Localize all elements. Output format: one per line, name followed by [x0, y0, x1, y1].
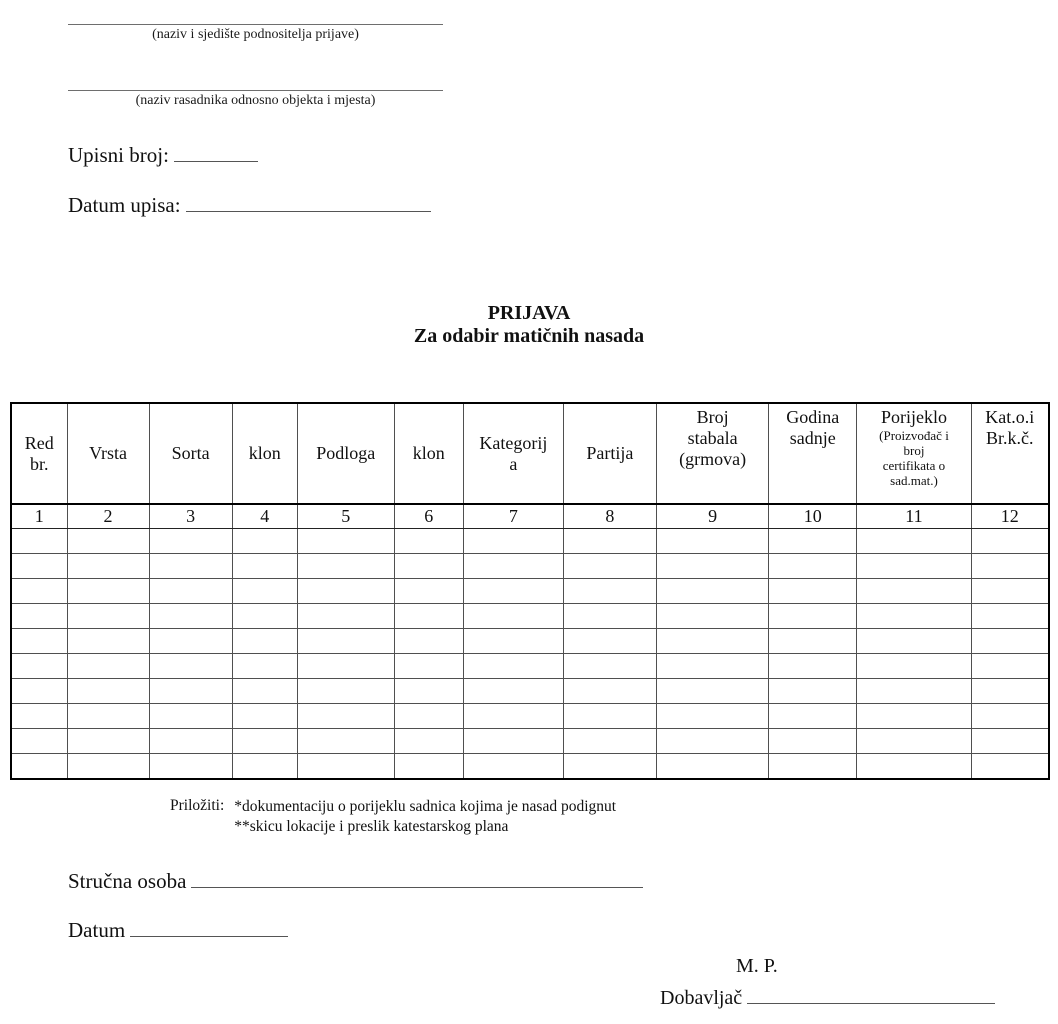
empty-cell: [297, 729, 394, 754]
empty-cell: [657, 579, 769, 604]
empty-cell: [464, 529, 564, 554]
attachment-item: **skicu lokacije i preslik katestarskog plana: [234, 818, 509, 835]
empty-cell: [149, 654, 232, 679]
empty-cell: [657, 604, 769, 629]
empty-cell: [394, 754, 464, 780]
table-header-row: [11, 403, 1049, 504]
empty-cell: [464, 729, 564, 754]
supplier-field: [660, 983, 995, 1010]
empty-cell: [149, 729, 232, 754]
attachment-item: *dokumentaciju o porijeklu sadnica kojima je nasad podignut: [234, 798, 617, 815]
empty-cell: [971, 704, 1049, 729]
table-row: [11, 579, 1049, 604]
empty-cell: [769, 604, 857, 629]
empty-cell: [11, 554, 67, 579]
column-header-line: sadnje: [789, 428, 836, 448]
empty-cell: [971, 754, 1049, 780]
expert-person-label: Stručna osoba: [68, 869, 187, 893]
empty-cell: [149, 704, 232, 729]
empty-cell: [297, 754, 394, 780]
applicant-name-field: [68, 4, 443, 43]
empty-cell: [394, 604, 464, 629]
empty-cell: [67, 529, 149, 554]
empty-cell: [464, 704, 564, 729]
empty-cell: [857, 554, 971, 579]
form-subtitle: Za odabir matičnih nasada: [413, 325, 645, 347]
empty-cell: [657, 654, 769, 679]
column-header-line: klon: [412, 443, 445, 463]
column-header-4: [232, 403, 297, 504]
column-header-line: Vrsta: [89, 443, 127, 463]
empty-cell: [769, 654, 857, 679]
empty-cell: [394, 654, 464, 679]
column-number-cell: 9: [657, 504, 769, 529]
empty-cell: [857, 729, 971, 754]
empty-cell: [769, 704, 857, 729]
nursery-name-field: [68, 70, 443, 109]
empty-cell: [657, 529, 769, 554]
empty-cell: [11, 679, 67, 704]
empty-cell: [232, 679, 297, 704]
empty-cell: [563, 729, 656, 754]
empty-cell: [769, 629, 857, 654]
registration-date-blank-line: [186, 190, 431, 212]
column-number-cell: 11: [857, 504, 971, 529]
empty-cell: [769, 579, 857, 604]
empty-cell: [11, 579, 67, 604]
table-row: [11, 679, 1049, 704]
empty-cell: [971, 529, 1049, 554]
empty-cell: [149, 679, 232, 704]
empty-cell: [971, 729, 1049, 754]
column-header-8: [563, 403, 656, 504]
registration-date-label: Datum upisa:: [68, 193, 181, 217]
empty-cell: [394, 529, 464, 554]
table-row: [11, 704, 1049, 729]
empty-cell: [857, 629, 971, 654]
empty-cell: [297, 679, 394, 704]
registration-number-field: [68, 140, 258, 168]
empty-cell: [297, 554, 394, 579]
column-header-3: [149, 403, 232, 504]
column-header-subline: (Proizvođač i: [879, 428, 949, 443]
column-header-line: Red: [24, 432, 54, 453]
empty-cell: [67, 579, 149, 604]
empty-cell: [857, 704, 971, 729]
empty-cell: [563, 604, 656, 629]
empty-cell: [769, 729, 857, 754]
empty-cell: [11, 604, 67, 629]
column-header-subline: broj: [903, 443, 925, 458]
table-row: [11, 604, 1049, 629]
empty-cell: [297, 629, 394, 654]
column-header-subline: sad.mat.): [890, 473, 938, 488]
form-title-block: [0, 302, 1058, 348]
column-header-line: Br.k.č.: [986, 428, 1034, 448]
column-header-line: Sorta: [171, 443, 210, 463]
empty-cell: [769, 754, 857, 780]
empty-cell: [394, 704, 464, 729]
empty-cell: [67, 679, 149, 704]
empty-cell: [232, 729, 297, 754]
empty-cell: [563, 554, 656, 579]
empty-cell: [297, 579, 394, 604]
column-header-line: Kategorij: [479, 432, 548, 453]
column-number-cell: 5: [297, 504, 394, 529]
empty-cell: [394, 554, 464, 579]
column-number-cell: 6: [394, 504, 464, 529]
empty-cell: [971, 604, 1049, 629]
empty-cell: [857, 679, 971, 704]
applicant-name-caption: (naziv i sjedište podnositelja prijave): [152, 27, 359, 42]
empty-cell: [857, 604, 971, 629]
column-header-line: klon: [248, 443, 281, 463]
empty-cell: [232, 754, 297, 780]
empty-cell: [11, 754, 67, 780]
supplier-label: Dobavljač: [660, 987, 743, 1009]
empty-cell: [971, 554, 1049, 579]
empty-cell: [67, 704, 149, 729]
table-wrapper: [10, 402, 1050, 780]
empty-cell: [297, 604, 394, 629]
empty-cell: [563, 704, 656, 729]
column-header-2: [67, 403, 149, 504]
attachments-label: Priložiti:: [170, 797, 225, 814]
empty-cell: [149, 754, 232, 780]
empty-cell: [394, 729, 464, 754]
empty-cell: [149, 629, 232, 654]
column-header-line: Godina: [786, 407, 840, 427]
column-header-7: [464, 403, 564, 504]
empty-cell: [67, 604, 149, 629]
empty-cell: [563, 654, 656, 679]
empty-cell: [563, 629, 656, 654]
expert-person-field: [68, 866, 643, 894]
empty-cell: [297, 704, 394, 729]
column-number-cell: 7: [464, 504, 564, 529]
empty-cell: [297, 529, 394, 554]
empty-cell: [857, 654, 971, 679]
empty-cell: [232, 629, 297, 654]
column-number-cell: 1: [11, 504, 67, 529]
maticni-nasadi-table: [10, 402, 1050, 780]
stamp-placeholder: M. P.: [736, 955, 778, 977]
expert-person-blank-line: [191, 866, 643, 888]
column-number-cell: 2: [67, 504, 149, 529]
empty-cell: [563, 679, 656, 704]
table-row: [11, 529, 1049, 554]
empty-cell: [769, 679, 857, 704]
column-header-line: Partija: [586, 443, 634, 463]
column-number-cell: 4: [232, 504, 297, 529]
date-blank-line: [130, 915, 288, 937]
column-header-line: Kat.o.i: [985, 407, 1035, 427]
empty-cell: [394, 579, 464, 604]
empty-cell: [232, 604, 297, 629]
empty-cell: [11, 654, 67, 679]
empty-cell: [657, 629, 769, 654]
column-header-subline: certifikata o: [882, 458, 946, 473]
empty-cell: [149, 554, 232, 579]
empty-cell: [464, 654, 564, 679]
column-header-line: Porijeklo: [880, 407, 947, 427]
empty-cell: [232, 579, 297, 604]
empty-cell: [232, 529, 297, 554]
column-header-9: [657, 403, 769, 504]
empty-cell: [769, 554, 857, 579]
empty-cell: [657, 554, 769, 579]
column-header-10: [769, 403, 857, 504]
empty-cell: [11, 629, 67, 654]
table-row: [11, 629, 1049, 654]
column-header-line: (grmova): [679, 449, 747, 469]
empty-cell: [394, 679, 464, 704]
column-header-6: [394, 403, 464, 504]
empty-cell: [67, 629, 149, 654]
empty-cell: [563, 579, 656, 604]
empty-cell: [857, 529, 971, 554]
empty-cell: [857, 754, 971, 780]
table-column-number-row: [11, 504, 1049, 529]
column-number-cell: 8: [563, 504, 656, 529]
column-header-12: [971, 403, 1049, 504]
column-header-line: a: [509, 453, 518, 474]
empty-cell: [67, 654, 149, 679]
empty-cell: [464, 554, 564, 579]
column-header-line: Podloga: [316, 443, 376, 463]
empty-cell: [971, 679, 1049, 704]
supplier-blank-line: [747, 983, 995, 1004]
attachments-note: [170, 797, 616, 837]
empty-cell: [657, 754, 769, 780]
column-number-cell: 12: [971, 504, 1049, 529]
date-label: Datum: [68, 918, 126, 942]
empty-cell: [464, 754, 564, 780]
registration-date-field: [68, 190, 431, 218]
empty-cell: [297, 654, 394, 679]
column-number-cell: 10: [769, 504, 857, 529]
empty-cell: [971, 654, 1049, 679]
table-row: [11, 729, 1049, 754]
column-number-cell: 3: [149, 504, 232, 529]
date-field: [68, 915, 288, 943]
empty-cell: [67, 754, 149, 780]
empty-cell: [971, 629, 1049, 654]
table-row: [11, 754, 1049, 780]
table-row: [11, 654, 1049, 679]
form-title: PRIJAVA: [487, 302, 571, 324]
empty-cell: [149, 579, 232, 604]
empty-cell: [563, 529, 656, 554]
empty-cell: [657, 679, 769, 704]
empty-cell: [67, 729, 149, 754]
empty-cell: [149, 604, 232, 629]
empty-cell: [563, 754, 656, 780]
empty-cell: [11, 729, 67, 754]
empty-cell: [394, 629, 464, 654]
registration-number-label: Upisni broj:: [68, 143, 169, 167]
empty-cell: [857, 579, 971, 604]
applicant-name-blank-line: [68, 4, 443, 25]
column-header-11: [857, 403, 971, 504]
column-header-line: br.: [30, 453, 49, 474]
empty-cell: [149, 529, 232, 554]
empty-cell: [769, 529, 857, 554]
empty-cell: [464, 629, 564, 654]
empty-cell: [232, 654, 297, 679]
registration-number-blank-line: [174, 140, 258, 162]
attachments-items: [234, 797, 616, 837]
empty-cell: [657, 704, 769, 729]
empty-cell: [67, 554, 149, 579]
empty-cell: [11, 529, 67, 554]
column-header-1: [11, 403, 67, 504]
nursery-name-caption: (naziv rasadnika odnosno objekta i mjesta): [135, 93, 376, 108]
table-row: [11, 554, 1049, 579]
empty-cell: [11, 704, 67, 729]
column-header-5: [297, 403, 394, 504]
empty-cell: [971, 579, 1049, 604]
column-header-line: Broj: [696, 407, 729, 427]
empty-cell: [657, 729, 769, 754]
empty-cell: [232, 554, 297, 579]
empty-cell: [464, 579, 564, 604]
nursery-name-blank-line: [68, 70, 443, 91]
empty-cell: [232, 704, 297, 729]
column-header-line: stabala: [687, 428, 738, 448]
empty-cell: [464, 604, 564, 629]
empty-cell: [464, 679, 564, 704]
